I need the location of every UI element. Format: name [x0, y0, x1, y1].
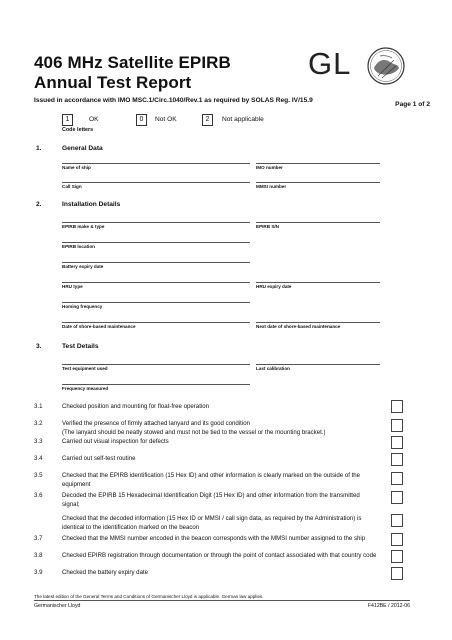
section-2-number: 2.	[36, 201, 42, 208]
epirb-make-line[interactable]	[62, 222, 250, 223]
item-3-6-checkbox[interactable]	[391, 491, 403, 504]
title-line-1: 406 MHz Satellite EPIRB	[34, 53, 231, 72]
item-3-2-text: Verified the presence of firmly attached lanyard and its good condition	[62, 420, 251, 427]
item-3-7-number: 3.7	[34, 535, 43, 542]
item-3-6-text-2: signal;	[62, 501, 80, 508]
next-shore-maintenance-label: Next date of shore-based maintenance	[256, 324, 341, 329]
code-label-not-ok: Not OK	[155, 116, 177, 123]
epirb-sn-line[interactable]	[256, 222, 380, 223]
imo-number-line[interactable]	[256, 163, 380, 164]
hru-expiry-label: HRU expiry date	[256, 284, 292, 289]
battery-expiry-line[interactable]	[62, 262, 250, 263]
item-3-2-text-2: (The lanyard should be neatly stowed and must not be tied to the vessel or the mounting bracket.)	[62, 429, 326, 436]
name-of-ship-label: Name of ship	[62, 165, 91, 170]
item-3-7-checkbox[interactable]	[391, 533, 403, 546]
item-3-1-text: Checked position and mounting for float-free operation	[62, 403, 210, 410]
code-label-not-applicable: Not applicable	[222, 116, 264, 123]
test-equipment-label: Test equipment used	[62, 366, 108, 371]
item-3-4-checkbox[interactable]	[391, 453, 403, 466]
footer-terms-note: The latest edition of the General Terms and Conditions of Germanischer Lloyd is applicable. German law applies.	[34, 594, 264, 599]
homing-frequency-label: Homing frequency	[62, 304, 103, 309]
item-3-9-text: Checked the battery expiry date	[62, 569, 149, 576]
item-3-8-text: Checked EPIRB registration through documentation or through the point of contact associated with that country code	[62, 552, 377, 559]
frequency-measured-label: Frequency measured	[62, 386, 109, 391]
section-3-title: Test Details	[62, 343, 99, 350]
epirb-location-label: EPIRB location	[62, 244, 95, 249]
item-3-5-text-2: equipment	[62, 481, 91, 488]
name-of-ship-line[interactable]	[62, 163, 250, 164]
code-box-ok: 1	[62, 114, 73, 126]
item-3-6-text: Decoded the EPIRB 15 Hexadecimal Identification Digit (15 Hex ID) and other information from the transmitted	[62, 492, 360, 499]
item-3-3-text: Carried out visual inspection for defects	[62, 438, 169, 445]
code-box-not-ok: 0	[136, 114, 147, 126]
item-3-1-checkbox[interactable]	[391, 400, 403, 413]
footer-company: Germanischer Lloyd	[34, 603, 81, 609]
last-calibration-line[interactable]	[256, 364, 380, 365]
date-shore-maintenance-label: Date of shore-based maintenance	[62, 324, 136, 329]
section-1-title: General Data	[62, 145, 103, 152]
footer-divider	[34, 600, 410, 601]
item-3-1-number: 3.1	[34, 403, 43, 410]
footer-form-code: F412BE / 2012-06	[367, 603, 410, 609]
item-3-7-text: Checked that the MMSI number encoded in the beacon corresponds with the MMSI number assigned to the ship	[62, 535, 366, 542]
item-3-2-checkbox[interactable]	[391, 419, 403, 432]
item-3-6b-text: Checked that the decoded information (15 Hex ID or MMSI / call sign data, as required by the Administration) is	[62, 515, 362, 522]
mmsi-number-line[interactable]	[256, 182, 380, 183]
item-3-3-checkbox[interactable]	[391, 436, 403, 449]
call-sign-label: Call Sign	[62, 184, 82, 189]
call-sign-line[interactable]	[62, 182, 250, 183]
item-3-9-number: 3.9	[34, 569, 43, 576]
section-1-number: 1.	[36, 145, 42, 152]
item-3-6b-checkbox[interactable]	[391, 514, 403, 527]
item-3-2-number: 3.2	[34, 420, 43, 427]
hru-type-label: HRU type	[62, 284, 83, 289]
section-2-title: Installation Details	[62, 201, 121, 208]
last-calibration-label: Last calibration	[256, 366, 290, 371]
item-3-9-checkbox[interactable]	[391, 567, 403, 580]
item-3-5-number: 3.5	[34, 472, 43, 479]
date-shore-maintenance-line[interactable]	[62, 322, 250, 323]
item-3-4-text: Carried out self-test routine	[62, 455, 136, 462]
epirb-sn-label: EPIRB S/N	[256, 224, 279, 229]
homing-frequency-line[interactable]	[62, 302, 250, 303]
globe-logo-icon	[366, 46, 406, 86]
hru-type-line[interactable]	[62, 282, 250, 283]
issued-statement: Issued in accordance with IMO MSC.1/Circ.1040/Rev.1 as required by SOLAS Reg. IV/15.9	[34, 97, 313, 104]
item-3-8-checkbox[interactable]	[391, 550, 403, 563]
battery-expiry-label: Battery expiry date	[62, 264, 104, 269]
title-line-2: Annual Test Report	[34, 73, 192, 92]
section-3-number: 3.	[36, 343, 42, 350]
epirb-location-line[interactable]	[62, 242, 250, 243]
code-letters-caption: Code letters	[62, 127, 94, 133]
item-3-6-number: 3.6	[34, 492, 43, 499]
code-box-not-applicable: 2	[202, 114, 213, 126]
item-3-5-checkbox[interactable]	[391, 472, 403, 485]
test-equipment-line[interactable]	[62, 364, 250, 365]
item-3-8-number: 3.8	[34, 552, 43, 559]
code-label-ok: OK	[89, 116, 99, 123]
frequency-measured-line[interactable]	[62, 384, 250, 385]
hru-expiry-line[interactable]	[256, 282, 380, 283]
item-3-4-number: 3.4	[34, 455, 43, 462]
epirb-make-label: EPIRB make & type	[62, 224, 105, 229]
page-number: Page 1 of 2	[395, 101, 430, 108]
next-shore-maintenance-line[interactable]	[256, 322, 380, 323]
company-logo-text: GL	[308, 46, 352, 81]
item-3-3-number: 3.3	[34, 438, 43, 445]
mmsi-number-label: MMSI number	[256, 184, 287, 189]
item-3-5-text: Checked that the EPIRB identification (15 Hex ID) and other information is clearly marked on the outside of the	[62, 472, 361, 479]
imo-number-label: IMO number	[256, 165, 283, 170]
item-3-6b-text-2: identical to the identification marked on the beacon	[62, 524, 200, 531]
